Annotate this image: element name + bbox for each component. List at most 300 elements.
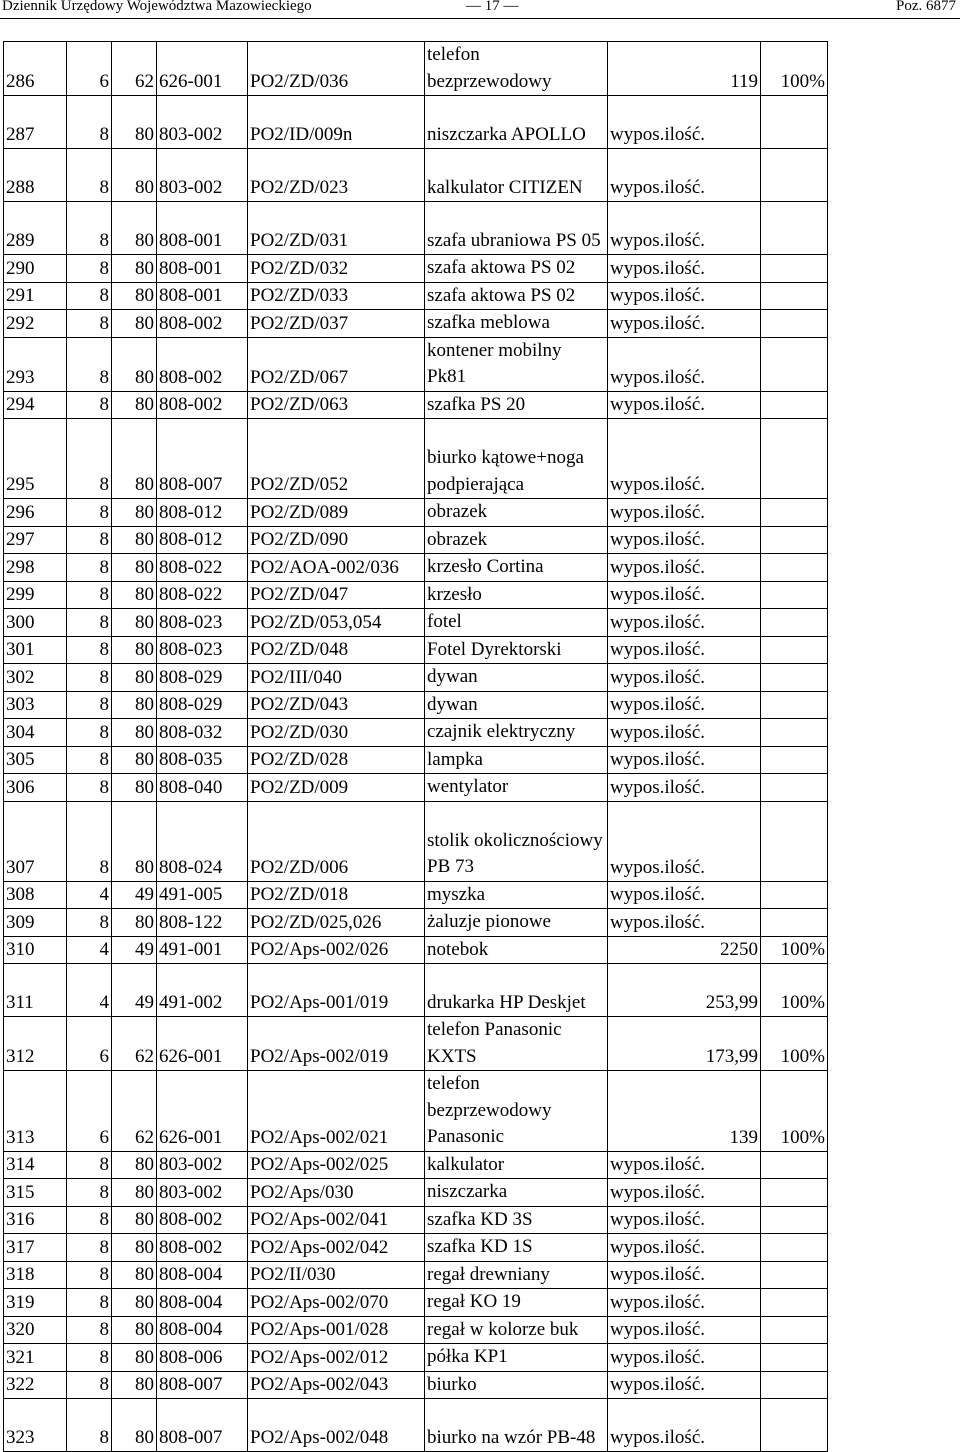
cell-depreciation [761, 746, 828, 774]
cell-subgroup: 80 [112, 255, 157, 283]
table-row [4, 1371, 828, 1399]
cell-value: wypos.ilość. [608, 149, 761, 202]
cell-inventory-number: PO2/ZD/043 [248, 691, 425, 719]
cell-inventory-number: PO2/Aps-002/043 [248, 1371, 425, 1399]
cell-lp: 316 [4, 1206, 67, 1234]
cell-item-name: szafka meblowa [425, 310, 608, 338]
cell-subgroup: 49 [112, 881, 157, 909]
cell-inventory-number: PO2/ZD/018 [248, 881, 425, 909]
table-row [4, 526, 828, 554]
cell-item-name: fotel [425, 609, 608, 637]
table-row [4, 664, 828, 692]
table-row [4, 1316, 828, 1344]
cell-lp: 296 [4, 499, 67, 527]
cell-depreciation [761, 881, 828, 909]
cell-group: 8 [67, 202, 112, 255]
cell-depreciation [761, 664, 828, 692]
cell-group: 8 [67, 310, 112, 338]
cell-inventory-number: PO2/Aps-002/012 [248, 1344, 425, 1372]
cell-kst-code: 626-001 [157, 42, 248, 96]
cell-inventory-number: PO2/ID/009n [248, 96, 425, 149]
cell-item-name: drukarka HP Deskjet [425, 964, 608, 1017]
cell-lp: 300 [4, 609, 67, 637]
cell-lp: 303 [4, 691, 67, 719]
cell-group: 8 [67, 337, 112, 391]
cell-depreciation [761, 801, 828, 881]
cell-value: 2250 [608, 936, 761, 964]
cell-lp: 308 [4, 881, 67, 909]
cell-subgroup: 80 [112, 526, 157, 554]
cell-value: wypos.ilość. [608, 1316, 761, 1344]
cell-item-name: obrazek [425, 526, 608, 554]
cell-item-name: szafka KD 3S [425, 1206, 608, 1234]
cell-group: 8 [67, 909, 112, 937]
cell-group: 4 [67, 936, 112, 964]
table-row [4, 774, 828, 802]
cell-lp: 301 [4, 636, 67, 664]
cell-lp: 318 [4, 1261, 67, 1289]
cell-inventory-number: PO2/ZD/047 [248, 581, 425, 609]
cell-kst-code: 803-002 [157, 149, 248, 202]
cell-subgroup: 49 [112, 964, 157, 1017]
cell-subgroup: 80 [112, 909, 157, 937]
cell-subgroup: 80 [112, 746, 157, 774]
cell-depreciation [761, 391, 828, 419]
cell-lp: 310 [4, 936, 67, 964]
cell-lp: 291 [4, 282, 67, 310]
cell-item-name: niszczarka [425, 1179, 608, 1207]
cell-value: wypos.ilość. [608, 255, 761, 283]
cell-subgroup: 62 [112, 1071, 157, 1152]
cell-value: wypos.ilość. [608, 1206, 761, 1234]
inventory-table-body [4, 42, 828, 1452]
cell-depreciation [761, 719, 828, 747]
table-row [4, 609, 828, 637]
cell-inventory-number: PO2/Aps-001/019 [248, 964, 425, 1017]
cell-group: 6 [67, 42, 112, 96]
cell-group: 8 [67, 1371, 112, 1399]
table-row [4, 1261, 828, 1289]
cell-inventory-number: PO2/ZD/090 [248, 526, 425, 554]
cell-group: 8 [67, 664, 112, 692]
cell-lp: 312 [4, 1017, 67, 1071]
cell-subgroup: 80 [112, 1316, 157, 1344]
cell-depreciation: 100% [761, 964, 828, 1017]
cell-item-name: szafa ubraniowa PS 05 [425, 202, 608, 255]
cell-value: wypos.ilość. [608, 1371, 761, 1399]
cell-kst-code: 491-005 [157, 881, 248, 909]
cell-kst-code: 808-007 [157, 1399, 248, 1452]
cell-lp: 289 [4, 202, 67, 255]
cell-item-name: lampka [425, 746, 608, 774]
cell-value: 119 [608, 42, 761, 96]
cell-subgroup: 80 [112, 554, 157, 582]
cell-subgroup: 80 [112, 419, 157, 499]
cell-value: wypos.ilość. [608, 691, 761, 719]
cell-lp: 293 [4, 337, 67, 391]
cell-group: 8 [67, 1179, 112, 1207]
cell-lp: 323 [4, 1399, 67, 1452]
cell-value: wypos.ilość. [608, 554, 761, 582]
cell-subgroup: 49 [112, 936, 157, 964]
table-row [4, 581, 828, 609]
cell-kst-code: 808-004 [157, 1261, 248, 1289]
cell-value: wypos.ilość. [608, 1399, 761, 1452]
cell-depreciation [761, 1289, 828, 1317]
cell-kst-code: 808-006 [157, 1344, 248, 1372]
table-row [4, 42, 828, 96]
table-row [4, 202, 828, 255]
cell-inventory-number: PO2/Aps-002/048 [248, 1399, 425, 1452]
cell-subgroup: 80 [112, 391, 157, 419]
cell-group: 8 [67, 719, 112, 747]
cell-subgroup: 80 [112, 1234, 157, 1262]
cell-lp: 321 [4, 1344, 67, 1372]
cell-group: 8 [67, 149, 112, 202]
cell-subgroup: 80 [112, 1289, 157, 1317]
cell-inventory-number: PO2/Aps-001/028 [248, 1316, 425, 1344]
cell-depreciation [761, 1261, 828, 1289]
cell-subgroup: 80 [112, 310, 157, 338]
cell-value: wypos.ilość. [608, 1179, 761, 1207]
cell-kst-code: 808-007 [157, 1371, 248, 1399]
cell-kst-code: 808-122 [157, 909, 248, 937]
cell-item-name: Fotel Dyrektorski [425, 636, 608, 664]
table-row [4, 1151, 828, 1179]
cell-depreciation [761, 310, 828, 338]
cell-lp: 287 [4, 96, 67, 149]
cell-inventory-number: PO2/Aps-002/026 [248, 936, 425, 964]
cell-inventory-number: PO2/ZD/063 [248, 391, 425, 419]
cell-lp: 320 [4, 1316, 67, 1344]
cell-kst-code: 808-002 [157, 1206, 248, 1234]
cell-kst-code: 808-029 [157, 691, 248, 719]
cell-kst-code: 808-022 [157, 581, 248, 609]
table-row [4, 419, 828, 499]
cell-item-name: niszczarka APOLLO [425, 96, 608, 149]
cell-group: 8 [67, 609, 112, 637]
cell-kst-code: 808-004 [157, 1289, 248, 1317]
cell-inventory-number: PO2/Aps/030 [248, 1179, 425, 1207]
cell-subgroup: 80 [112, 774, 157, 802]
cell-group: 6 [67, 1071, 112, 1152]
table-row [4, 1234, 828, 1262]
cell-inventory-number: PO2/Aps-002/025 [248, 1151, 425, 1179]
cell-kst-code: 808-001 [157, 255, 248, 283]
position-number: Poz. 6877 [896, 0, 956, 14]
cell-subgroup: 62 [112, 1017, 157, 1071]
cell-inventory-number: PO2/ZD/036 [248, 42, 425, 96]
cell-depreciation [761, 499, 828, 527]
cell-lp: 315 [4, 1179, 67, 1207]
header-rule [0, 18, 960, 19]
cell-kst-code: 808-001 [157, 202, 248, 255]
cell-kst-code: 808-007 [157, 419, 248, 499]
cell-inventory-number: PO2/Aps-002/019 [248, 1017, 425, 1071]
cell-group: 4 [67, 881, 112, 909]
cell-group: 8 [67, 1399, 112, 1452]
cell-kst-code: 808-029 [157, 664, 248, 692]
cell-value: 173,99 [608, 1017, 761, 1071]
cell-group: 8 [67, 691, 112, 719]
cell-depreciation [761, 337, 828, 391]
cell-group: 8 [67, 255, 112, 283]
cell-inventory-number: PO2/Aps-002/070 [248, 1289, 425, 1317]
cell-subgroup: 80 [112, 282, 157, 310]
cell-value: 253,99 [608, 964, 761, 1017]
table-row [4, 909, 828, 937]
cell-kst-code: 491-001 [157, 936, 248, 964]
cell-value: wypos.ilość. [608, 337, 761, 391]
cell-group: 6 [67, 1017, 112, 1071]
cell-group: 8 [67, 774, 112, 802]
cell-lp: 309 [4, 909, 67, 937]
cell-depreciation: 100% [761, 1017, 828, 1071]
cell-depreciation [761, 1399, 828, 1452]
cell-subgroup: 80 [112, 96, 157, 149]
cell-kst-code: 626-001 [157, 1071, 248, 1152]
cell-inventory-number: PO2/ZD/032 [248, 255, 425, 283]
cell-group: 8 [67, 1261, 112, 1289]
cell-depreciation [761, 1206, 828, 1234]
cell-subgroup: 80 [112, 1261, 157, 1289]
cell-value: wypos.ilość. [608, 1344, 761, 1372]
table-row [4, 499, 828, 527]
cell-depreciation [761, 419, 828, 499]
inventory-table [3, 41, 828, 1452]
cell-kst-code: 808-001 [157, 282, 248, 310]
cell-depreciation [761, 691, 828, 719]
cell-kst-code: 808-032 [157, 719, 248, 747]
cell-lp: 292 [4, 310, 67, 338]
cell-inventory-number: PO2/Aps-002/042 [248, 1234, 425, 1262]
cell-kst-code: 626-001 [157, 1017, 248, 1071]
cell-subgroup: 80 [112, 499, 157, 527]
table-row [4, 1289, 828, 1317]
cell-kst-code: 803-002 [157, 1151, 248, 1179]
cell-value: wypos.ilość. [608, 1151, 761, 1179]
cell-value: wypos.ilość. [608, 202, 761, 255]
cell-item-name: biurko na wzór PB-48 [425, 1399, 608, 1452]
cell-item-name: czajnik elektryczny [425, 719, 608, 747]
cell-depreciation [761, 202, 828, 255]
cell-item-name: telefon bezprzewodowy Panasonic [425, 1071, 608, 1152]
cell-item-name: regał w kolorze buk [425, 1316, 608, 1344]
cell-lp: 305 [4, 746, 67, 774]
cell-inventory-number: PO2/ZD/028 [248, 746, 425, 774]
cell-depreciation [761, 1344, 828, 1372]
cell-lp: 299 [4, 581, 67, 609]
cell-group: 4 [67, 964, 112, 1017]
cell-group: 8 [67, 419, 112, 499]
cell-item-name: żaluzje pionowe [425, 909, 608, 937]
cell-lp: 297 [4, 526, 67, 554]
cell-subgroup: 80 [112, 1399, 157, 1452]
cell-item-name: biurko kątowe+noga podpierająca [425, 419, 608, 499]
cell-item-name: krzesło Cortina [425, 554, 608, 582]
cell-depreciation: 100% [761, 42, 828, 96]
cell-kst-code: 808-012 [157, 499, 248, 527]
cell-value: wypos.ilość. [608, 96, 761, 149]
cell-item-name: kalkulator [425, 1151, 608, 1179]
cell-depreciation [761, 149, 828, 202]
table-row [4, 1179, 828, 1207]
cell-depreciation [761, 255, 828, 283]
cell-kst-code: 808-022 [157, 554, 248, 582]
cell-depreciation: 100% [761, 1071, 828, 1152]
journal-title: Dziennik Urzędowy Województwa Mazowieckiego [2, 0, 312, 14]
cell-item-name: szafa aktowa PS 02 [425, 282, 608, 310]
cell-inventory-number: PO2/Aps-002/021 [248, 1071, 425, 1152]
cell-kst-code: 808-002 [157, 310, 248, 338]
cell-subgroup: 80 [112, 664, 157, 692]
table-row [4, 1399, 828, 1452]
cell-item-name: myszka [425, 881, 608, 909]
table-row [4, 282, 828, 310]
table-row [4, 964, 828, 1017]
cell-group: 8 [67, 526, 112, 554]
cell-kst-code: 808-004 [157, 1316, 248, 1344]
cell-group: 8 [67, 1151, 112, 1179]
cell-inventory-number: PO2/ZD/067 [248, 337, 425, 391]
cell-value: wypos.ilość. [608, 746, 761, 774]
cell-kst-code: 491-002 [157, 964, 248, 1017]
table-row [4, 1206, 828, 1234]
cell-inventory-number: PO2/ZD/048 [248, 636, 425, 664]
cell-subgroup: 80 [112, 609, 157, 637]
page-number: — 17 — [466, 0, 519, 14]
cell-depreciation [761, 636, 828, 664]
cell-lp: 294 [4, 391, 67, 419]
cell-item-name: kalkulator CITIZEN [425, 149, 608, 202]
cell-inventory-number: PO2/ZD/052 [248, 419, 425, 499]
cell-depreciation [761, 1316, 828, 1344]
table-row [4, 391, 828, 419]
cell-value: wypos.ilość. [608, 1261, 761, 1289]
cell-depreciation [761, 609, 828, 637]
cell-inventory-number: PO2/ZD/089 [248, 499, 425, 527]
cell-group: 8 [67, 554, 112, 582]
cell-depreciation [761, 554, 828, 582]
cell-lp: 314 [4, 1151, 67, 1179]
cell-lp: 298 [4, 554, 67, 582]
cell-value: wypos.ilość. [608, 1289, 761, 1317]
table-row [4, 1344, 828, 1372]
cell-item-name: regał KO 19 [425, 1289, 608, 1317]
cell-value: 139 [608, 1071, 761, 1152]
cell-subgroup: 80 [112, 801, 157, 881]
cell-subgroup: 80 [112, 1371, 157, 1399]
cell-item-name: szafka PS 20 [425, 391, 608, 419]
cell-inventory-number: PO2/AOA-002/036 [248, 554, 425, 582]
cell-value: wypos.ilość. [608, 609, 761, 637]
cell-lp: 313 [4, 1071, 67, 1152]
cell-lp: 307 [4, 801, 67, 881]
cell-subgroup: 80 [112, 202, 157, 255]
cell-depreciation [761, 1371, 828, 1399]
cell-value: wypos.ilość. [608, 636, 761, 664]
table-row [4, 881, 828, 909]
table-row [4, 149, 828, 202]
cell-value: wypos.ilość. [608, 909, 761, 937]
cell-subgroup: 80 [112, 1344, 157, 1372]
cell-item-name: telefon bezprzewodowy [425, 42, 608, 96]
cell-subgroup: 80 [112, 581, 157, 609]
table-row [4, 1017, 828, 1071]
page-header [0, 0, 960, 16]
cell-lp: 319 [4, 1289, 67, 1317]
cell-group: 8 [67, 636, 112, 664]
cell-subgroup: 80 [112, 1206, 157, 1234]
cell-depreciation [761, 1179, 828, 1207]
cell-subgroup: 80 [112, 149, 157, 202]
cell-item-name: dywan [425, 664, 608, 692]
cell-inventory-number: PO2/ZD/030 [248, 719, 425, 747]
cell-inventory-number: PO2/ZD/033 [248, 282, 425, 310]
cell-inventory-number: PO2/ZD/009 [248, 774, 425, 802]
table-row [4, 337, 828, 391]
cell-kst-code: 808-002 [157, 391, 248, 419]
cell-group: 8 [67, 1289, 112, 1317]
cell-depreciation [761, 282, 828, 310]
table-row [4, 255, 828, 283]
cell-lp: 317 [4, 1234, 67, 1262]
cell-inventory-number: PO2/ZD/053,054 [248, 609, 425, 637]
cell-value: wypos.ilość. [608, 310, 761, 338]
cell-item-name: wentylator [425, 774, 608, 802]
cell-item-name: szafa aktowa PS 02 [425, 255, 608, 283]
cell-depreciation [761, 774, 828, 802]
cell-value: wypos.ilość. [608, 282, 761, 310]
table-row [4, 719, 828, 747]
cell-lp: 288 [4, 149, 67, 202]
cell-value: wypos.ilość. [608, 881, 761, 909]
cell-group: 8 [67, 96, 112, 149]
cell-item-name: notebok [425, 936, 608, 964]
cell-kst-code: 808-023 [157, 609, 248, 637]
cell-item-name: krzesło [425, 581, 608, 609]
cell-kst-code: 808-024 [157, 801, 248, 881]
cell-item-name: regał drewniany [425, 1261, 608, 1289]
cell-subgroup: 80 [112, 337, 157, 391]
table-row [4, 691, 828, 719]
cell-kst-code: 808-002 [157, 1234, 248, 1262]
cell-subgroup: 62 [112, 42, 157, 96]
cell-lp: 304 [4, 719, 67, 747]
cell-depreciation [761, 526, 828, 554]
cell-value: wypos.ilość. [608, 774, 761, 802]
cell-group: 8 [67, 1234, 112, 1262]
cell-inventory-number: PO2/III/040 [248, 664, 425, 692]
cell-kst-code: 803-002 [157, 1179, 248, 1207]
cell-subgroup: 80 [112, 719, 157, 747]
cell-depreciation [761, 1151, 828, 1179]
cell-lp: 311 [4, 964, 67, 1017]
cell-group: 8 [67, 499, 112, 527]
cell-subgroup: 80 [112, 691, 157, 719]
cell-inventory-number: PO2/ZD/006 [248, 801, 425, 881]
cell-inventory-number: PO2/Aps-002/041 [248, 1206, 425, 1234]
cell-inventory-number: PO2/II/030 [248, 1261, 425, 1289]
cell-lp: 290 [4, 255, 67, 283]
cell-subgroup: 80 [112, 1151, 157, 1179]
cell-item-name: szafka KD 1S [425, 1234, 608, 1262]
cell-inventory-number: PO2/ZD/031 [248, 202, 425, 255]
cell-value: wypos.ilość. [608, 719, 761, 747]
cell-item-name: dywan [425, 691, 608, 719]
cell-item-name: kontener mobilny Pk81 [425, 337, 608, 391]
cell-value: wypos.ilość. [608, 419, 761, 499]
